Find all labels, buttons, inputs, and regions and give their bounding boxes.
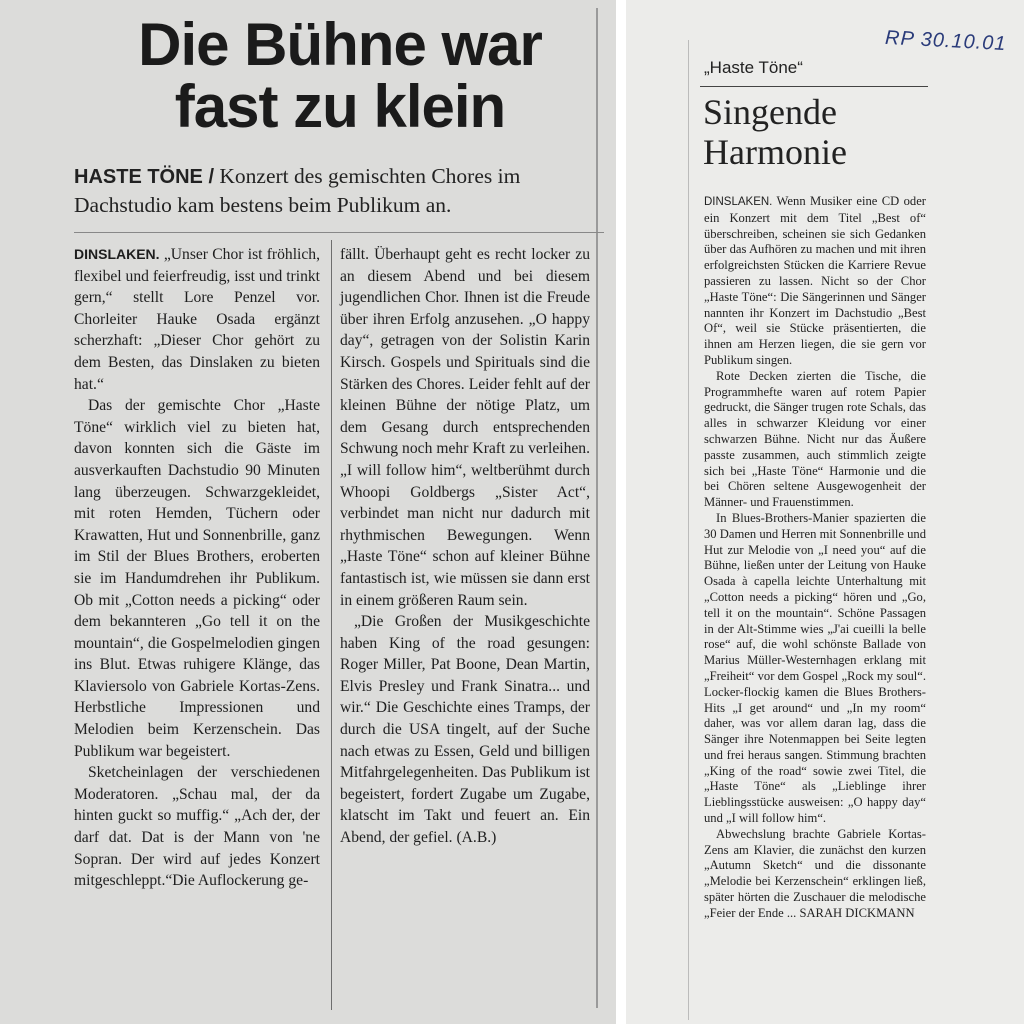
paragraph: Rote Decken zierten die Tische, die Programmhefte waren auf rotem Papier gedruckt, die Sänger trugen rote Schals, das alles in schwarzer Kleidung vor einer schwarzen Bühne. Nicht nur das Äußere passte zusammen, auch stimmlich zeigte sich bei „Haste Töne“ Harmonie und die bei Chören seltene Ausgewogenheit der Männer- und Frauenstimmen.	[704, 368, 926, 510]
headline	[80, 11, 600, 140]
paragraph: In Blues-Brothers-Manier spazierten die 30 Damen und Herren mit Sonnenbrille und Hut zur Melodie von „I need you“ auf die Bühne, ließen unter der Leitung von Hauke Osada à capella leichte Unterhaltung mit „Cotton needs a picking“ hören und „Go, tell it on the mountain“. Schöne Passagen in der Alt-Stimme wies „J'ai cueilli la belle rose“ auf, die wohl schönste Ballade von Marius Müller-Westernhagen erklang mit „Freiheit“ vor dem Gospel „Rock my soul“. Locker-flockig kamen die Blues Brothers-Hits „I get around“ und „In my room“ daher, was vor allem daran lag, dass die Sänger ihre Notenmappen bei Seite legten und frei heraus sangen. Stimmung brachten „King of the road“ sowie zwei Titel, die „Haste Töne“ als „Lieblinge ihrer Lieblingsstücke ausweisen: „O happy day“ und „I will follow him“.	[704, 510, 926, 826]
article-title	[703, 92, 847, 172]
paragraph: Sketcheinlagen der verschiedenen Moderatoren. „Schau mal, der da hinten guckt so muffig.“ „Ach der, der darf dat. Dat is der Mann von 'ne Sopran. Der wird auf jedes Konzert mitgeschleppt.“Die Auflockerung ge-	[74, 764, 320, 890]
dateline: DINSLAKEN.	[704, 196, 773, 208]
article-column-2	[340, 244, 590, 849]
paragraph: DINSLAKEN. „Unser Chor ist fröhlich, flexibel und feierfreudig, isst und trinkt gern,“ stellt Lore Penzel vor. Chorleiter Hauke Osada ergänzt scherzhaft: „Dieser Chor gehört zu dem Besten, das Dinslaken zu bieten hat.“	[74, 246, 320, 393]
kicker-rule	[700, 86, 928, 87]
paragraph: Das der gemischte Chor „Haste Töne“ wirklich viel zu bieten hat, davon konnten sich die Gäste im ausverkauften Dachstudio 90 Minuten lang überzeugen. Schwarzgekleidet, mit roten Hemden, Tüchern oder Krawatten, Hut und Sonnenbrille, ganz im Stil der Blues Brothers, eroberten sie im Handumdrehen ihr Publikum. Ob mit „Cotton needs a picking“ oder dem bekannteren „Go tell it on the mountain“, die Gospelmelodien gingen ins Blut. Etwas ruhigere Klänge, das Klaviersolo von Gabriele Kortas-Zens. Herbstliche Impressionen und Melodien beim Kerzenschein. Das Publikum war begeistert.	[74, 397, 320, 760]
headline-line-2: fast zu klein	[174, 73, 506, 140]
clipping-edge-line	[688, 40, 689, 1020]
article-kicker: „Haste Töne“	[704, 58, 803, 77]
dateline: DINSLAKEN.	[74, 246, 160, 262]
subheadline	[74, 162, 604, 219]
clipping-edge-line	[596, 8, 598, 1008]
collage-divider	[616, 0, 626, 1024]
paragraph: „Die Großen der Musikgeschichte haben King of the road gesungen: Roger Miller, Pat Boone, Dean Martin, Elvis Presley und Frank Sinatra... und wir.“ Die Geschichte eines Tramps, der durch die USA tingelt, auf der Suche nach etwas zu Essen, Geld und billigen Mitfahrgelegenheiten. Das Publikum ist begeistert, fordert Zugabe um Zugabe, klatscht im Takt und feuert an. Ein Abend, der gefiel. (A.B.)	[340, 613, 590, 847]
paragraph: DINSLAKEN. Wenn Musiker eine CD oder ein Konzert mit dem Titel „Best of“ überschreiben, scheinen sie sich Gedanken über das Aufhören zu machen und mit ihren erfolgreichsten Stücken die Karriere Revue passieren zu lassen. Nicht so der Chor „Haste Töne“: Die Sängerinnen und Sänger nannten ihr Konzert im Dachstudio „Best Of“, weil sie Stücke präsentierten, die ihnen am Herzen liegen, die sie gern vor Publikum singen.	[704, 194, 926, 367]
headline-line-1: Die Bühne war	[138, 11, 542, 78]
article-column-1	[74, 244, 320, 892]
column-divider	[331, 240, 332, 1010]
subhead-text: Konzert des gemischten Chores im Dachstudio kam bestens beim Publikum an.	[74, 164, 521, 217]
title-line-1: Singende	[703, 92, 837, 132]
header-rule	[74, 232, 604, 233]
article-body	[704, 194, 926, 922]
title-line-2: Harmonie	[703, 132, 847, 172]
paragraph: Abwechslung brachte Gabriele Kortas-Zens am Klavier, die zunächst den kurzen „Autumn Sketch“ und die dissonante „Melodie bei Kerzenschein“ erklingen ließ, später hörten die Zuschauer die melodische „Feier der Ende ... SARAH DICKMANN	[704, 826, 926, 920]
handwritten-date-note: RP 30.10.01	[884, 26, 1007, 56]
subhead-kicker: HASTE TÖNE /	[74, 166, 215, 188]
paragraph: fällt. Überhaupt geht es recht locker zu an diesem Abend und bei diesem jugendlichen Chor. Ihnen ist die Freude über ihren Erfolg anzusehen. „O happy day“, getragen von der Solistin Karin Kirsch. Gospels und Spirituals sind die Stärken des Chores. Leider fehlt auf der kleinen Bühne der nötige Platz, um dem Gesang durch entsprechenden Schwung noch mehr Kraft zu verleihen. „I will follow him“, weltberühmt durch Whoopi Goldbergs „Sister Act“, verbindet man nicht nur dadurch mit rhythmischen Bewegungen. Wenn „Haste Töne“ schon auf kleiner Bühne fantastisch ist, wie müssen sie dann erst in einem größeren Raum sein.	[340, 246, 590, 609]
